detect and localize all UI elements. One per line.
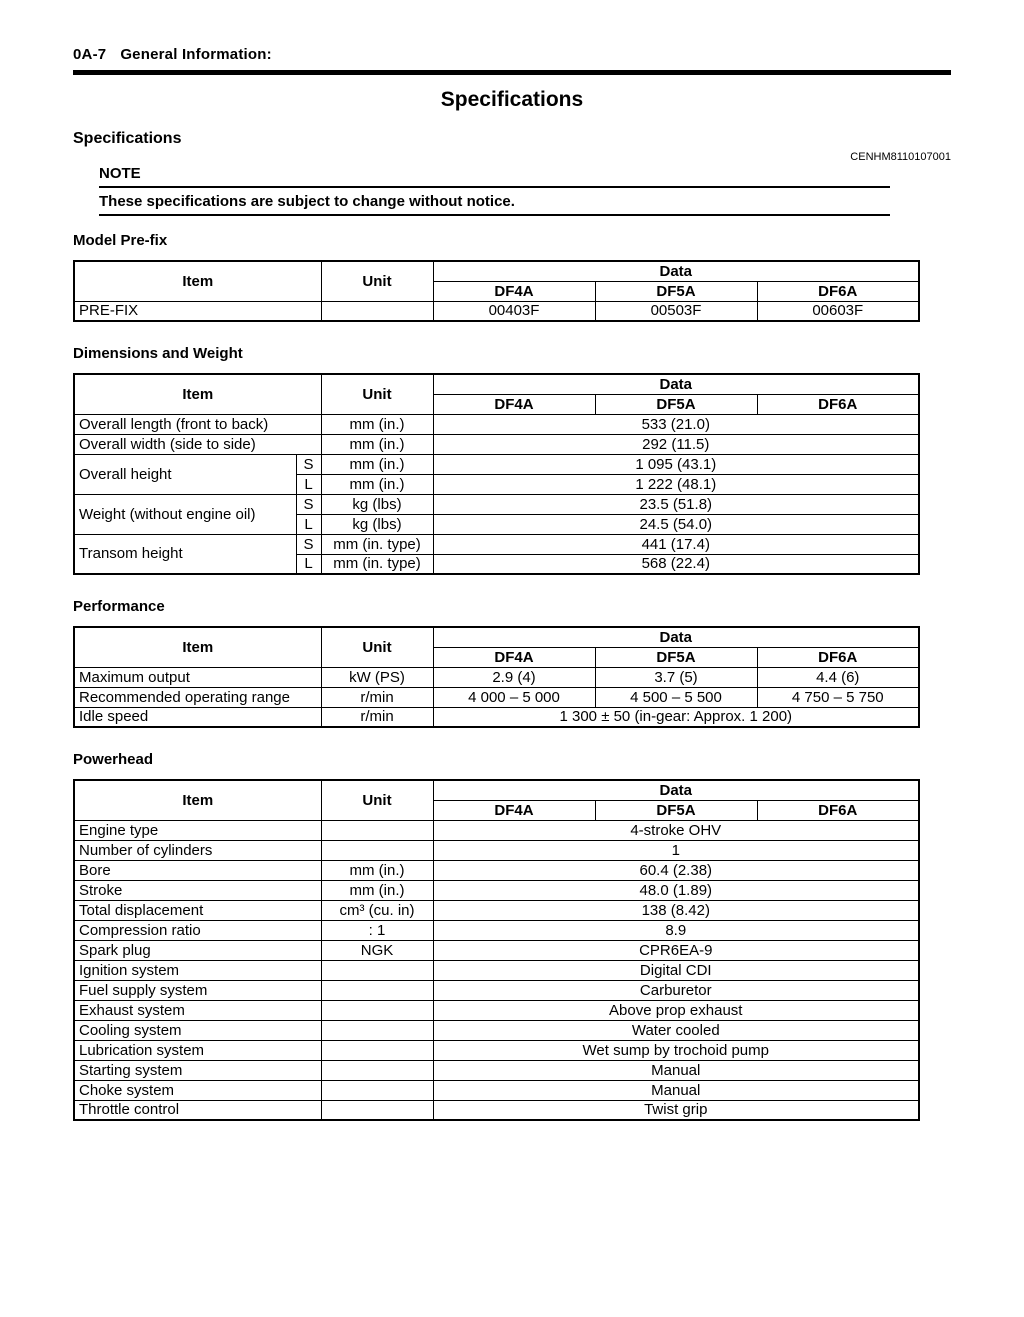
item-cell: Stroke bbox=[74, 880, 321, 900]
value-cell: 00503F bbox=[595, 301, 757, 321]
item-column-header: Item bbox=[74, 780, 321, 820]
value-cell: 3.7 (5) bbox=[595, 667, 757, 687]
size-cell: S bbox=[296, 454, 321, 474]
note-label: NOTE bbox=[99, 165, 141, 182]
data-column-header: Data bbox=[433, 374, 919, 394]
unit-cell: NGK bbox=[321, 940, 433, 960]
value-cell: 60.4 (2.38) bbox=[433, 860, 919, 880]
table-row bbox=[74, 1040, 919, 1060]
value-cell: 4 000 – 5 000 bbox=[433, 687, 595, 707]
model-prefix-table bbox=[73, 260, 920, 322]
unit-cell: mm (in.) bbox=[321, 880, 433, 900]
item-cell: Exhaust system bbox=[74, 1000, 321, 1020]
item-cell: Weight (without engine oil) bbox=[74, 494, 296, 534]
value-cell: Digital CDI bbox=[433, 960, 919, 980]
size-cell: S bbox=[296, 494, 321, 514]
item-column-header: Item bbox=[74, 627, 321, 667]
value-cell: Manual bbox=[433, 1060, 919, 1080]
table-row bbox=[74, 860, 919, 880]
unit-cell: mm (in.) bbox=[321, 434, 433, 454]
document-code: CENHM8110107001 bbox=[850, 151, 951, 163]
model-column-header: DF5A bbox=[595, 800, 757, 820]
value-cell: 24.5 (54.0) bbox=[433, 514, 919, 534]
model-column-header: DF5A bbox=[595, 394, 757, 414]
value-cell: 2.9 (4) bbox=[433, 667, 595, 687]
unit-cell: cm³ (cu. in) bbox=[321, 900, 433, 920]
value-cell: Above prop exhaust bbox=[433, 1000, 919, 1020]
value-cell: 00403F bbox=[433, 301, 595, 321]
section-performance bbox=[73, 598, 951, 728]
model-column-header: DF6A bbox=[757, 394, 919, 414]
section-heading: Specifications bbox=[73, 130, 182, 147]
value-cell: CPR6EA-9 bbox=[433, 940, 919, 960]
table-container bbox=[73, 260, 951, 322]
value-cell: 48.0 (1.89) bbox=[433, 880, 919, 900]
size-cell: L bbox=[296, 554, 321, 574]
value-cell: Manual bbox=[433, 1080, 919, 1100]
unit-cell: kg (lbs) bbox=[321, 514, 433, 534]
table-title: Powerhead bbox=[73, 751, 154, 768]
table-title: Performance bbox=[73, 598, 165, 615]
table-row bbox=[74, 454, 919, 474]
model-column-header: DF4A bbox=[433, 281, 595, 301]
item-cell: Starting system bbox=[74, 1060, 321, 1080]
header-row bbox=[74, 627, 919, 647]
item-cell: Choke system bbox=[74, 1080, 321, 1100]
value-cell: Twist grip bbox=[433, 1100, 919, 1120]
item-cell: Lubrication system bbox=[74, 1040, 321, 1060]
value-cell: 00603F bbox=[757, 301, 919, 321]
item-cell: Cooling system bbox=[74, 1020, 321, 1040]
unit-cell bbox=[321, 1020, 433, 1040]
table-row bbox=[74, 900, 919, 920]
table-row bbox=[74, 494, 919, 514]
data-column-header: Data bbox=[433, 627, 919, 647]
table-row bbox=[74, 1020, 919, 1040]
table-title: Model Pre-fix bbox=[73, 232, 168, 249]
item-cell: Bore bbox=[74, 860, 321, 880]
unit-cell bbox=[321, 960, 433, 980]
item-cell: Throttle control bbox=[74, 1100, 321, 1120]
section-model-prefix bbox=[73, 232, 951, 322]
unit-cell: : 1 bbox=[321, 920, 433, 940]
unit-cell bbox=[321, 1040, 433, 1060]
item-cell: Overall height bbox=[74, 454, 296, 494]
unit-cell: mm (in.) bbox=[321, 474, 433, 494]
value-cell: Water cooled bbox=[433, 1020, 919, 1040]
model-column-header: DF4A bbox=[433, 800, 595, 820]
page-number: 0A-7 bbox=[73, 46, 107, 63]
item-cell: Idle speed bbox=[74, 707, 321, 727]
unit-cell: mm (in.) bbox=[321, 454, 433, 474]
model-column-header: DF6A bbox=[757, 647, 919, 667]
table-row bbox=[74, 1000, 919, 1020]
model-column-header: DF4A bbox=[433, 394, 595, 414]
item-column-header: Item bbox=[74, 374, 321, 414]
item-cell: Overall length (front to back) bbox=[74, 414, 321, 434]
header-row bbox=[74, 374, 919, 394]
value-cell: 1 095 (43.1) bbox=[433, 454, 919, 474]
unit-cell: r/min bbox=[321, 687, 433, 707]
unit-cell: mm (in. type) bbox=[321, 534, 433, 554]
model-column-header: DF6A bbox=[757, 281, 919, 301]
value-cell: 568 (22.4) bbox=[433, 554, 919, 574]
unit-cell bbox=[321, 1080, 433, 1100]
value-cell: 23.5 (51.8) bbox=[433, 494, 919, 514]
table-row bbox=[74, 820, 919, 840]
item-cell: Number of cylinders bbox=[74, 840, 321, 860]
item-cell: Spark plug bbox=[74, 940, 321, 960]
value-cell: 4.4 (6) bbox=[757, 667, 919, 687]
item-cell: Compression ratio bbox=[74, 920, 321, 940]
model-column-header: DF5A bbox=[595, 281, 757, 301]
value-cell: 138 (8.42) bbox=[433, 900, 919, 920]
unit-column-header: Unit bbox=[321, 627, 433, 667]
section-dimensions-weight bbox=[73, 345, 951, 575]
note-block bbox=[99, 165, 951, 216]
value-cell: 4 750 – 5 750 bbox=[757, 687, 919, 707]
unit-cell bbox=[321, 1100, 433, 1120]
item-cell: Total displacement bbox=[74, 900, 321, 920]
table-row bbox=[74, 940, 919, 960]
value-cell: Carburetor bbox=[433, 980, 919, 1000]
chapter-title: General Information: bbox=[120, 46, 272, 63]
table-container bbox=[73, 626, 951, 728]
page-header bbox=[73, 46, 951, 70]
data-column-header: Data bbox=[433, 780, 919, 800]
table-row bbox=[74, 1080, 919, 1100]
header-rule bbox=[73, 70, 951, 75]
value-cell: Wet sump by trochoid pump bbox=[433, 1040, 919, 1060]
value-cell: 1 222 (48.1) bbox=[433, 474, 919, 494]
table-row bbox=[74, 920, 919, 940]
value-cell: 533 (21.0) bbox=[433, 414, 919, 434]
unit-cell bbox=[321, 301, 433, 321]
table-row bbox=[74, 707, 919, 727]
powerhead-table bbox=[73, 779, 920, 1121]
performance-table bbox=[73, 626, 920, 728]
item-cell: Overall width (side to side) bbox=[74, 434, 321, 454]
item-cell: Fuel supply system bbox=[74, 980, 321, 1000]
table-row bbox=[74, 414, 919, 434]
table-title: Dimensions and Weight bbox=[73, 345, 243, 362]
item-cell: Transom height bbox=[74, 534, 296, 574]
value-cell: 1 300 ± 50 (in-gear: Approx. 1 200) bbox=[433, 707, 919, 727]
size-cell: L bbox=[296, 474, 321, 494]
unit-cell: mm (in.) bbox=[321, 860, 433, 880]
value-cell: 4 500 – 5 500 bbox=[595, 687, 757, 707]
unit-column-header: Unit bbox=[321, 374, 433, 414]
item-cell: Ignition system bbox=[74, 960, 321, 980]
item-cell: Maximum output bbox=[74, 667, 321, 687]
table-row bbox=[74, 434, 919, 454]
table-row bbox=[74, 960, 919, 980]
table-row bbox=[74, 980, 919, 1000]
item-column-header: Item bbox=[74, 261, 321, 301]
value-cell: 8.9 bbox=[433, 920, 919, 940]
unit-cell bbox=[321, 840, 433, 860]
unit-cell: mm (in.) bbox=[321, 414, 433, 434]
unit-column-header: Unit bbox=[321, 261, 433, 301]
model-column-header: DF4A bbox=[433, 647, 595, 667]
table-row bbox=[74, 301, 919, 321]
table-row bbox=[74, 880, 919, 900]
item-cell: PRE-FIX bbox=[74, 301, 321, 321]
table-container bbox=[73, 779, 951, 1121]
header-row bbox=[74, 261, 919, 281]
value-cell: 1 bbox=[433, 840, 919, 860]
table-row bbox=[74, 1060, 919, 1080]
model-column-header: DF6A bbox=[757, 800, 919, 820]
value-cell: 4-stroke OHV bbox=[433, 820, 919, 840]
unit-cell bbox=[321, 1000, 433, 1020]
size-cell: L bbox=[296, 514, 321, 534]
page-title: Specifications bbox=[440, 88, 584, 111]
header-row bbox=[74, 780, 919, 800]
note-divider bbox=[99, 214, 890, 216]
size-cell: S bbox=[296, 534, 321, 554]
unit-cell: mm (in. type) bbox=[321, 554, 433, 574]
value-cell: 441 (17.4) bbox=[433, 534, 919, 554]
table-row bbox=[74, 667, 919, 687]
data-column-header: Data bbox=[433, 261, 919, 281]
table-row bbox=[74, 840, 919, 860]
table-row bbox=[74, 534, 919, 554]
unit-column-header: Unit bbox=[321, 780, 433, 820]
table-container bbox=[73, 373, 951, 575]
value-cell: 292 (11.5) bbox=[433, 434, 919, 454]
dimensions-weight-table bbox=[73, 373, 920, 575]
note-text: These specifications are subject to change without notice. bbox=[99, 193, 515, 210]
table-row bbox=[74, 1100, 919, 1120]
unit-cell: kW (PS) bbox=[321, 667, 433, 687]
unit-cell bbox=[321, 1060, 433, 1080]
model-column-header: DF5A bbox=[595, 647, 757, 667]
unit-cell: r/min bbox=[321, 707, 433, 727]
table-row bbox=[74, 687, 919, 707]
unit-cell: kg (lbs) bbox=[321, 494, 433, 514]
unit-cell bbox=[321, 820, 433, 840]
unit-cell bbox=[321, 980, 433, 1000]
section-powerhead bbox=[73, 751, 951, 1121]
item-cell: Recommended operating range bbox=[74, 687, 321, 707]
item-cell: Engine type bbox=[74, 820, 321, 840]
